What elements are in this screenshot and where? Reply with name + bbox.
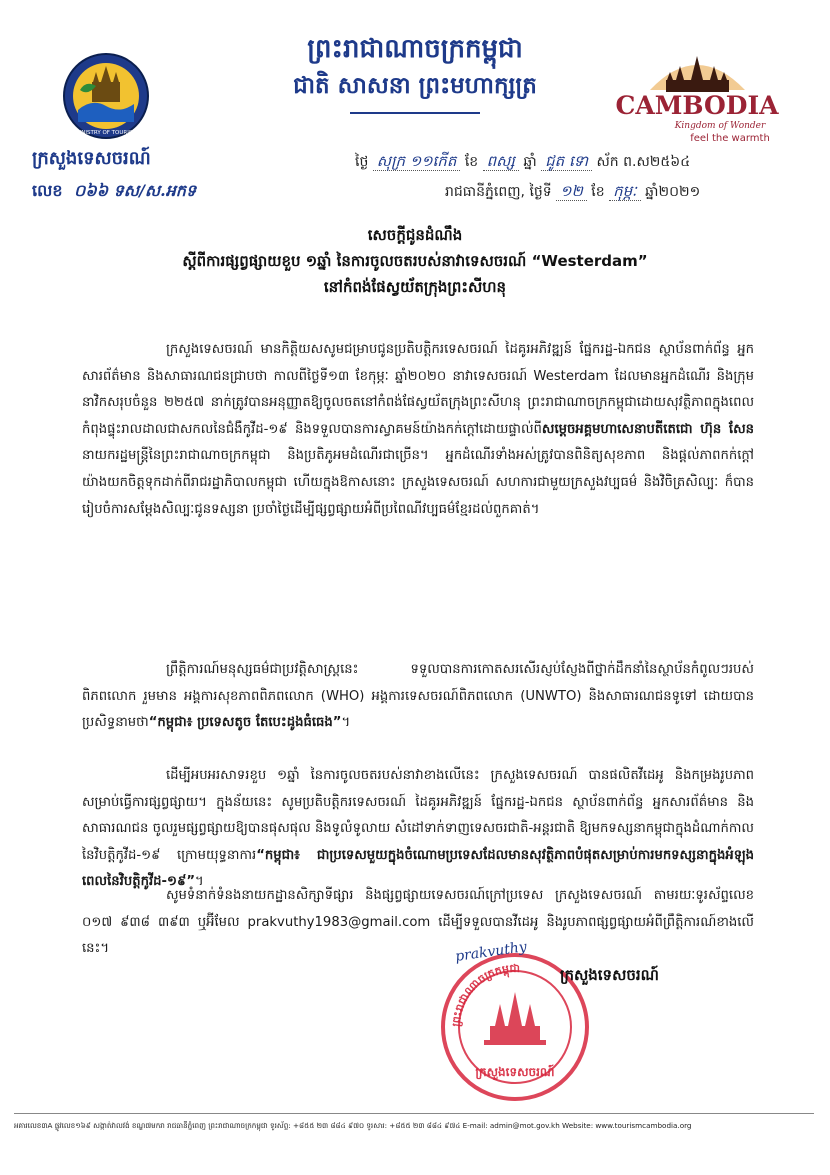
subject-line-2: នៅកំពង់ផែស្វយ័តក្រុងព្រះសីហនុ bbox=[323, 278, 507, 296]
p1-text-end: នាយករដ្ឋមន្ត្រីនៃព្រះរាជាណាចក្រកម្ពុជា និងប្រតិភូអមដំណើរជាច្រើន។ អ្នកដំណើរទាំងអស់ត្រូវបានពិនិត្យសុខភាព និងផ្តល់ភាពកក់ក្តៅយ៉ាងយកចិត្តទុកដាក់ពីរាជរដ្ឋាភិបាលកម្ពុជា ហើយក្នុងឱកាសនោះ ក្រសួងទេសចរណ៍ សហការជាមួយក្រសួងវប្បធម៌ និងវិចិត្រសិល្បៈ ក៏បានរៀបចំការសម្តែងសិល្បៈជូនទស្សនា ប្រចាំថ្ងៃដើម្បីផ្សព្វផ្សាយអំពីប្រពៃណីវប្បធម៌ខ្មែរដល់ពួកគាត់។ bbox=[82, 448, 754, 517]
solar-month-label: ខែ bbox=[591, 184, 605, 200]
p3-text: ដើម្បីអបអរសាទរខួប ១ឆ្នាំ នៃការចូលចតរបស់នាវាខាងលើនេះ ក្រសួងទេសចរណ៍ បានផលិតវីដេអូ និងកម្រងរូបភាពសម្រាប់ធ្វើការផ្សព្វផ្សាយ។ ក្នុងន័យនេះ សូមប្រតិបត្តិករទេសចរណ៍ ដៃគូរអភិវឌ្ឍន៍ ផ្នែករដ្ឋ-ឯកជន ស្ថាប័នពាក់ព័ន្ធ អ្នកសារព័ត៌មាន និងសាធារណជន ចូលរួមផ្សព្វផ្សាយឱ្យបានផុសផុល និងទូលំទូលាយ សំដៅទាក់ទាញទេសចរជាតិ-អន្តរជាតិ ឱ្យមកទស្សនាកម្ពុជាក្នុងដំណាក់កាលនៃវិបត្តិកូវីដ-១៩ ក្រោមយុទ្ធនាការ bbox=[82, 768, 754, 863]
lunar-date bbox=[355, 152, 690, 174]
body-paragraph-3 bbox=[82, 763, 754, 896]
p2-text-end: ។ bbox=[341, 715, 351, 731]
handwritten-signature: prakvuthy bbox=[454, 939, 528, 965]
motto-divider bbox=[350, 112, 480, 114]
lunar-day-label: ថ្ងៃ bbox=[355, 154, 369, 170]
brand-slogan: feel the warmth bbox=[690, 133, 770, 144]
solar-month-value: កុម្ភៈ bbox=[609, 182, 641, 201]
brand-name: CAMBODIA bbox=[615, 91, 779, 120]
seal-top-text: ព្រះរាជាណាចក្រកម្ពុជា bbox=[449, 961, 520, 1028]
lunar-month-label: ខែ bbox=[464, 154, 479, 170]
footer-divider bbox=[14, 1113, 814, 1114]
solar-year: ឆ្នាំ២០២១ bbox=[645, 184, 701, 200]
lunar-year-value: ជូត ទោ bbox=[541, 152, 592, 171]
p4-text: សូមទំនាក់ទំនងនាយកដ្ឋានសិក្សាទីផ្សារ និងផ្សព្វផ្សាយទេសចរណ៍ក្រៅប្រទេស ក្រសួងទេសចរណ៍ តាមរយៈទូរស័ព្ទលេខ ០១៧ ៩៣៨ ៣៩៣ ឬអ៊ីមែល prakvuthy1983@gmail.com ដើម្បីទទួលបានវីដេអូ និងរូបភាពផ្សព្វផ្សាយអំពីព្រឹត្តិការណ៍ខាងលើនេះ។ bbox=[82, 888, 754, 957]
subject-line-1: ស្តីពីការផ្សព្វផ្សាយខួប ១ឆ្នាំ នៃការចូលចតរបស់នាវាទេសចរណ៍ “Westerdam” bbox=[182, 252, 648, 270]
era-label: ស័ក ព.ស២៥៦៤ bbox=[596, 154, 691, 170]
reference-label: លេខ bbox=[32, 181, 63, 200]
body-paragraph-4 bbox=[82, 883, 754, 963]
lunar-day-value: សុក្រ ១១កើត bbox=[373, 152, 461, 171]
document-type: សេចក្តីជូនដំណឹង bbox=[367, 226, 463, 244]
kingdom-heading: ព្រះរាជាណាចក្រកម្ពុជា bbox=[307, 34, 523, 64]
footer-contact: អគារលេខ៣A ផ្លូវលេខ១៦៩ សង្កាត់វាលវង់ ខណ្ឌ៧មករា រាជធានីភ្នំពេញ ព្រះរាជាណាចក្រកម្ពុជា ទូរស័ព្ទ: +៨៥៥ ២៣ ៨៨៤ ៩៧០ ទូរសារ: +៨៥៥ ២៣ ៨៨៤ ៩៧៤ E-mail: admin@mot.gov.kh Website: www.tourismcambodia.org bbox=[14, 1121, 692, 1130]
reference-number bbox=[32, 180, 196, 204]
body-paragraph-2 bbox=[82, 657, 754, 737]
p3-bold-campaign: “កម្ពុជា៖ ជាប្រទេសមួយក្នុងចំណោមប្រទេសដែលមានសុវត្ថិភាពបំផុតសម្រាប់ការមកទស្សនាក្នុងអំឡុងពេលនៃវិបត្តិកូវីដ-១៩” bbox=[82, 847, 754, 890]
p2-text: ព្រឹត្តិការណ៍មនុស្សធម៌ជាប្រវត្តិសាស្ត្រនេះ ទទួលបានការកោតសរសើរស្ញប់ស្ញែងពីថ្នាក់ដឹកនាំនៃស្ថាប័នកំពូលៗរបស់ពិភពលោក រួមមាន អង្គការសុខភាពពិភពលោក (WHO) អង្គការទេសចរណ៍ពិភពលោក (UNWTO) និងសាធារណជនទូទៅ ដោយបានប្រសិទ្ធនាមថា bbox=[82, 662, 754, 731]
solar-day: ១២ bbox=[556, 182, 587, 201]
national-motto: ជាតិ សាសនា ព្រះមហាក្សត្រ bbox=[293, 73, 537, 99]
closing-ministry: ក្រសួងទេសចរណ៍ bbox=[560, 966, 659, 984]
reference-value: ០៦៦ ទស/ស.អកទ bbox=[74, 181, 197, 200]
seal-bottom-text: ក្រសួងទេសចរណ៍ bbox=[475, 1065, 555, 1079]
body-paragraph-1 bbox=[82, 337, 754, 523]
ministry-of-tourism-logo bbox=[62, 50, 150, 142]
p2-bold-slogan: “កម្ពុជា៖ ប្រទេសតូច តែបេះដូងធំធេង” bbox=[148, 715, 342, 731]
logo-caption: MINISTRY OF TOURISM bbox=[74, 130, 138, 136]
brand-tagline: Kingdom of Wonder bbox=[674, 121, 766, 131]
p3-text-end: ។ bbox=[194, 874, 204, 890]
lunar-month-value: ពស្ស bbox=[483, 152, 519, 171]
cambodia-brand-logo bbox=[610, 50, 785, 145]
p1-text: ក្រសួងទេសចរណ៍ មានកិត្តិយសសូមជម្រាបជូនប្រតិបត្តិករទេសចរណ៍ ដៃគូរអភិវឌ្ឍន៍ ផ្នែករដ្ឋ-ឯកជន ស្ថាប័នពាក់ព័ន្ធ អ្នកសារព័ត៌មាន និងសាធារណជនជ្រាបថា កាលពីថ្ងៃទី១៣ ខែកុម្ភៈ ឆ្នាំ២០២០ នាវាទេសចរណ៍ Westerdam ដែលមានអ្នកដំណើរ និងក្រុមនាវិកសរុបចំនួន ២២៥៧ នាក់ត្រូវបានអនុញ្ញាតឱ្យចូលចតនៅកំពង់ផែស្វយ័តក្រុងព្រះសីហនុ ព្រះរាជាណាចក្រកម្ពុជាដោយសុវត្ថិភាពក្នុងពេលកំពុងផ្ទុះរាលដាលជាសកលនៃជំងឺកូវីដ-១៩ និងទទួលបានការស្វាគមន៍យ៉ាងកក់ក្តៅដោយផ្ទាល់ពី bbox=[82, 342, 754, 437]
solar-date bbox=[445, 182, 700, 204]
sender-ministry: ក្រសួងទេសចរណ៍ bbox=[32, 148, 151, 169]
p1-bold-name: សម្តេចអគ្គមហាសេនាបតីតេជោ ហ៊ុន សែន bbox=[541, 421, 754, 437]
lunar-year-label: ឆ្នាំ bbox=[523, 154, 537, 170]
solar-prefix: រាជធានីភ្នំពេញ, ថ្ងៃទី bbox=[445, 184, 552, 200]
angkor-wat-icon bbox=[484, 992, 546, 1045]
